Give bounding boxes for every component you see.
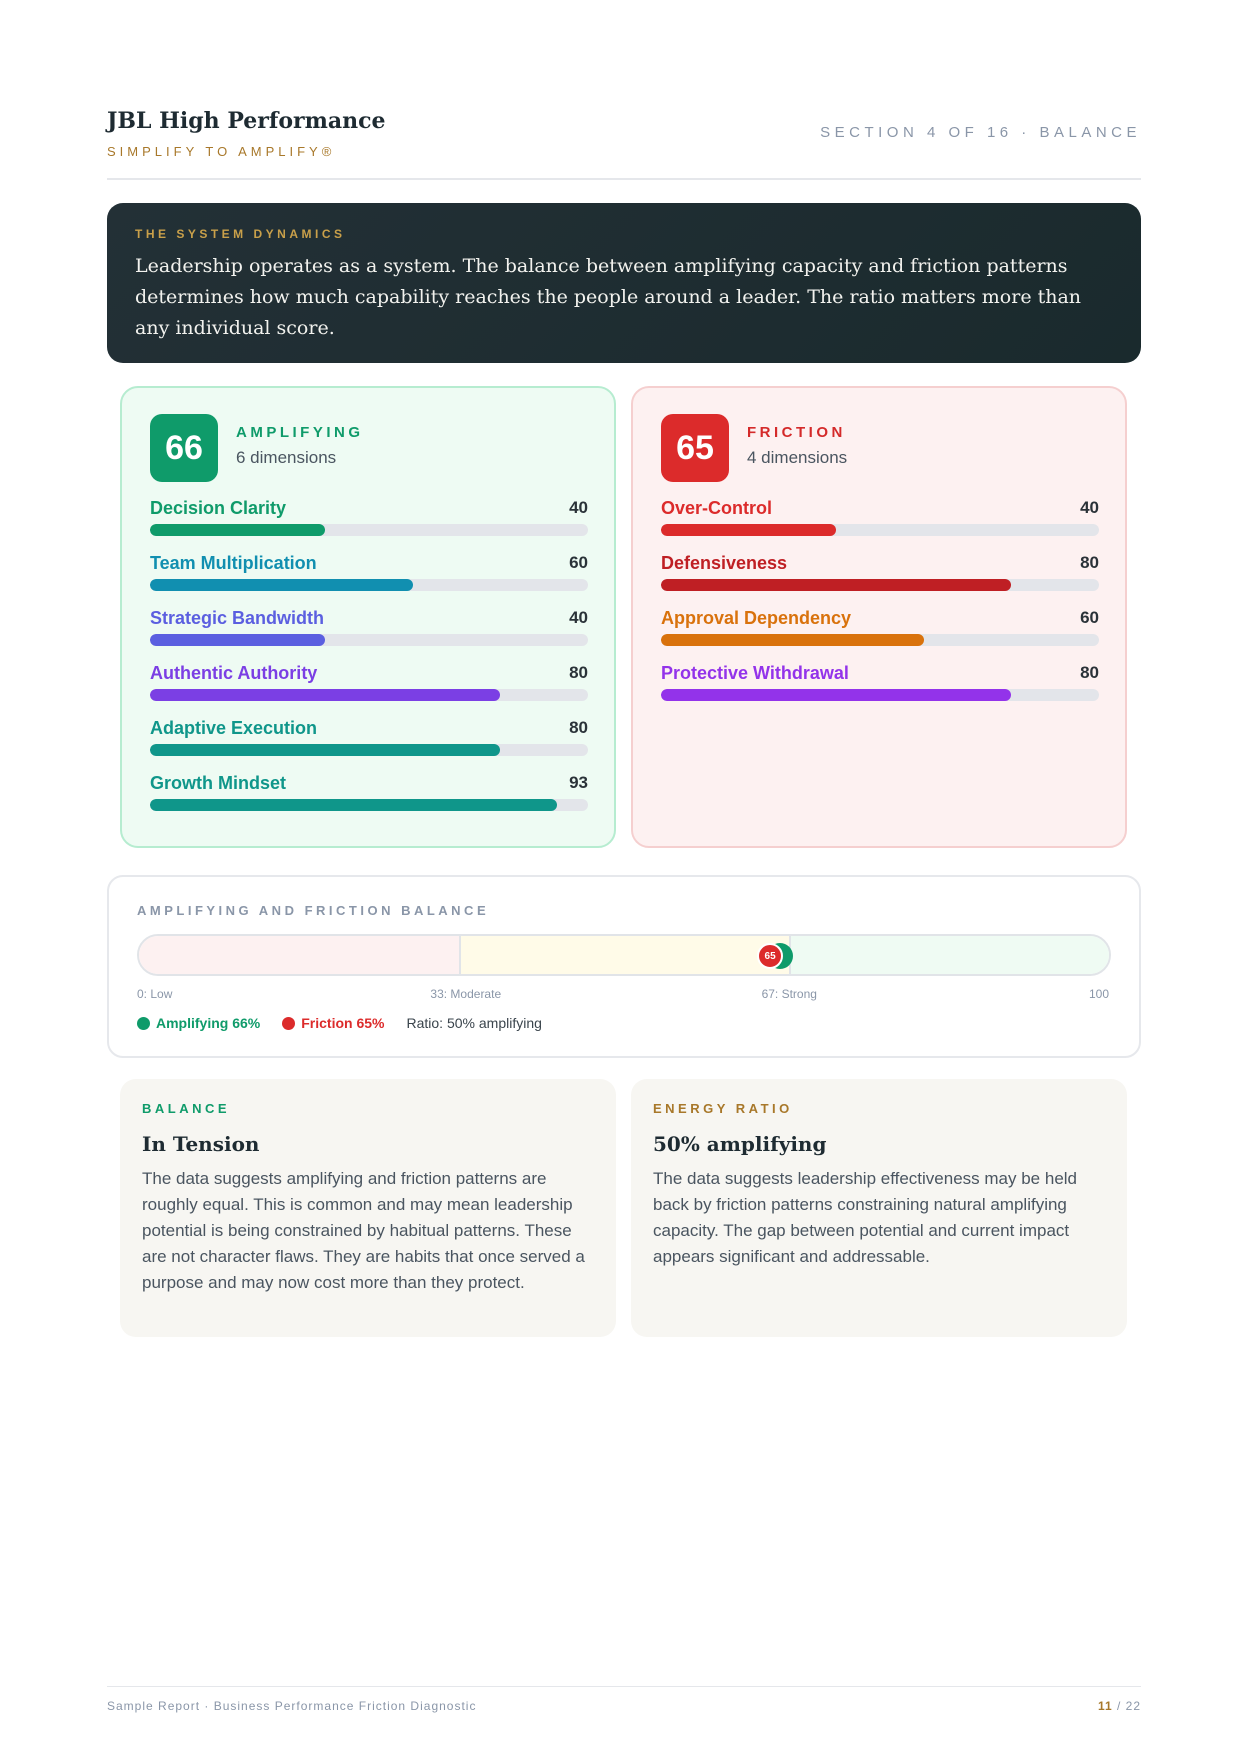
dimension-name: Approval Dependency <box>661 608 852 628</box>
dimension-value: 80 <box>1080 663 1099 682</box>
friction-subtitle: 4 dimensions <box>747 448 848 467</box>
amplifying-dimension-row <box>150 663 588 718</box>
dimension-name: Over-Control <box>661 498 773 518</box>
friction-score-badge: 65 <box>661 414 729 482</box>
dimension-bar-fill <box>150 744 500 756</box>
dimension-value: 40 <box>1080 498 1099 517</box>
balance-label: AMPLIFYING AND FRICTION BALANCE <box>137 903 490 918</box>
gauge-zone-low <box>139 936 459 974</box>
dimension-bar-fill <box>661 634 924 646</box>
footer-report-title: Sample Report · Business Performance Friction Diagnostic <box>107 1699 477 1713</box>
dimension-value: 40 <box>569 608 588 627</box>
friction-marker: 65 <box>757 943 783 969</box>
section-indicator: SECTION 4 OF 16 · BALANCE <box>820 124 1141 141</box>
amplifying-dimension-list <box>150 498 588 828</box>
balance-legend <box>137 1015 542 1031</box>
amplifying-dimension-row <box>150 773 588 828</box>
dimension-bar-fill <box>661 579 1011 591</box>
dimension-value: 93 <box>569 773 588 792</box>
legend-friction <box>282 1015 384 1031</box>
dimension-bar-track <box>150 799 588 811</box>
amplifying-dimension-row <box>150 718 588 773</box>
note-label: ENERGY RATIO <box>653 1101 793 1116</box>
friction-dimension-list <box>661 498 1099 718</box>
dimension-bar-fill <box>150 524 325 536</box>
dimension-name: Team Multiplication <box>150 553 317 573</box>
gauge-tick-strong: 67: Strong <box>761 987 817 1001</box>
gauge-tick-max: 100 <box>1089 987 1110 1001</box>
friction-dot-icon <box>282 1017 295 1030</box>
amplifying-dot-icon <box>137 1017 150 1030</box>
system-dynamics-text: Leadership operates as a system. The balance between amplifying capacity and friction patterns determines how much capability reaches the people around a leader. The ratio matters more than any individual score. <box>135 255 1082 339</box>
dimension-value: 40 <box>569 498 588 517</box>
note-body: The data suggests amplifying and friction patterns are roughly equal. This is common and may mean leadership potential is being constrained by habitual patterns. These are not character flaws. They are habits that once served a purpose and may now cost more than they protect. <box>142 1169 585 1292</box>
dimension-bar-fill <box>661 524 836 536</box>
amplifying-subtitle: 6 dimensions <box>236 448 337 467</box>
amplifying-card <box>120 386 616 848</box>
dimension-name: Protective Withdrawal <box>661 663 849 683</box>
dimension-bar-track <box>150 689 588 701</box>
friction-dimension-row <box>661 498 1099 553</box>
amplifying-dimension-row <box>150 498 588 553</box>
amplifying-title: AMPLIFYING <box>236 424 364 441</box>
note-body: The data suggests leadership effectiveness may be held back by friction patterns constraining natural amplifying capacity. The gap between potential and current impact appears significant and addressable. <box>653 1169 1078 1266</box>
system-dynamics-label: THE SYSTEM DYNAMICS <box>135 227 346 241</box>
page-total: / 22 <box>1112 1699 1141 1713</box>
legend-amplifying <box>137 1015 260 1031</box>
dimension-bar-fill <box>150 579 413 591</box>
friction-dimension-row <box>661 608 1099 663</box>
system-dynamics-panel <box>107 203 1141 363</box>
friction-dimension-row <box>661 553 1099 608</box>
legend-ratio: Ratio: 50% amplifying <box>406 1015 542 1031</box>
dimension-bar-fill <box>150 689 500 701</box>
balance-note-card <box>120 1079 616 1337</box>
brand-title: JBL High Performance <box>107 108 386 134</box>
gauge-tick-low: 0: Low <box>137 987 173 1001</box>
page-number <box>1098 1699 1141 1713</box>
note-label: BALANCE <box>142 1101 231 1116</box>
friction-dimension-row <box>661 663 1099 718</box>
balance-panel <box>107 875 1141 1058</box>
brand-tagline: SIMPLIFY TO AMPLIFY® <box>107 144 336 159</box>
gauge-zone-strong <box>789 936 1109 974</box>
amplifying-dimension-row <box>150 608 588 663</box>
dimension-bar-track <box>150 524 588 536</box>
friction-title: FRICTION <box>747 424 846 441</box>
dimension-bar-track <box>661 579 1099 591</box>
dimension-name: Strategic Bandwidth <box>150 608 325 628</box>
dimension-name: Decision Clarity <box>150 498 287 518</box>
dimension-bar-track <box>150 579 588 591</box>
dimension-value: 80 <box>569 663 588 682</box>
dimension-bar-fill <box>150 634 325 646</box>
dimension-bar-fill <box>150 799 557 811</box>
dimension-bar-track <box>150 634 588 646</box>
dimension-value: 60 <box>569 553 588 572</box>
dimension-name: Growth Mindset <box>150 773 286 793</box>
friction-card <box>631 386 1127 848</box>
dimension-bar-track <box>661 689 1099 701</box>
page-current: 11 <box>1097 1699 1113 1713</box>
legend-amplifying-label: Amplifying 66% <box>156 1015 261 1031</box>
dimension-name: Authentic Authority <box>150 663 318 683</box>
note-title: 50% amplifying <box>653 1132 827 1156</box>
dimension-bar-track <box>150 744 588 756</box>
gauge-tick-moderate: 33: Moderate <box>430 987 502 1001</box>
dimension-value: 60 <box>1080 608 1099 627</box>
dimension-bar-track <box>661 634 1099 646</box>
note-title: In Tension <box>142 1132 260 1156</box>
dimension-name: Defensiveness <box>661 553 788 573</box>
dimension-value: 80 <box>1080 553 1099 572</box>
page-footer <box>107 1686 1141 1713</box>
legend-friction-label: Friction 65% <box>301 1015 385 1031</box>
amplifying-dimension-row <box>150 553 588 608</box>
dimension-value: 80 <box>569 718 588 737</box>
energy-ratio-note-card <box>631 1079 1127 1337</box>
gauge-zone-moderate <box>459 936 789 974</box>
amplifying-score-badge: 66 <box>150 414 218 482</box>
dimension-name: Adaptive Execution <box>150 718 318 738</box>
dimension-bar-fill <box>661 689 1011 701</box>
balance-gauge <box>137 934 1111 976</box>
page-header <box>107 108 1141 180</box>
dimension-bar-track <box>661 524 1099 536</box>
